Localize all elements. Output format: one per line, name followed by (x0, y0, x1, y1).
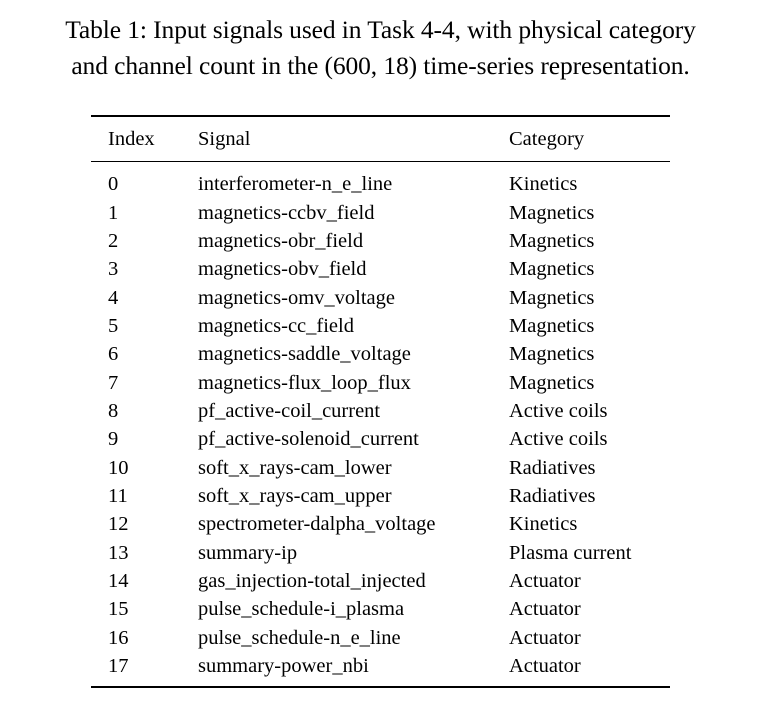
signals-table-body (91, 170, 670, 680)
cell-index: 9 (108, 428, 119, 451)
cell-index: 8 (108, 400, 119, 423)
cell-signal: pf_active-solenoid_current (198, 428, 419, 451)
cell-signal: summary-power_nbi (198, 655, 369, 678)
cell-index: 17 (108, 655, 129, 678)
cell-category: Magnetics (509, 229, 595, 252)
cell-index: 6 (108, 343, 119, 366)
cell-index: 5 (108, 315, 119, 338)
table-row (91, 312, 670, 340)
table-row (91, 397, 670, 425)
cell-category: Actuator (509, 655, 581, 678)
table-row (91, 482, 670, 510)
table-row (91, 199, 670, 227)
table-caption (0, 12, 761, 84)
cell-category: Radiatives (509, 485, 596, 508)
cell-signal: spectrometer-dalpha_voltage (198, 513, 436, 536)
table-row (91, 454, 670, 482)
table-row (91, 510, 670, 538)
header-index: Index (108, 127, 155, 150)
cell-index: 2 (108, 229, 119, 252)
cell-signal: magnetics-saddle_voltage (198, 343, 411, 366)
table-body (91, 170, 670, 680)
cell-category: Magnetics (509, 371, 595, 394)
cell-index: 13 (108, 541, 129, 564)
cell-category: Radiatives (509, 456, 596, 479)
cell-category: Actuator (509, 598, 581, 621)
table-row (91, 539, 670, 567)
table-row (91, 595, 670, 623)
cell-index: 7 (108, 371, 119, 394)
signals-table-container (91, 115, 670, 688)
cell-signal: magnetics-obv_field (198, 258, 367, 281)
header-category: Category (509, 127, 585, 150)
table-row (91, 652, 670, 680)
table-row (91, 624, 670, 652)
table-row (91, 227, 670, 255)
table-row (91, 567, 670, 595)
cell-category: Magnetics (509, 343, 595, 366)
cell-index: 0 (108, 173, 119, 196)
cell-signal: gas_injection-total_injected (198, 570, 426, 593)
signals-table (91, 117, 670, 161)
table-row (91, 425, 670, 453)
cell-index: 1 (108, 201, 119, 224)
cell-signal: magnetics-obr_field (198, 229, 364, 252)
cell-index: 11 (108, 485, 128, 508)
cell-category: Kinetics (509, 513, 578, 536)
cell-category: Magnetics (509, 258, 595, 281)
cell-category: Active coils (509, 428, 608, 451)
cell-category: Plasma current (509, 541, 632, 564)
cell-signal: summary-ip (198, 541, 298, 564)
cell-category: Kinetics (509, 173, 578, 196)
cell-index: 15 (108, 598, 129, 621)
cell-signal: interferometer-n_e_line (198, 173, 393, 196)
cell-index: 3 (108, 258, 119, 281)
header-row (91, 117, 670, 161)
cell-index: 12 (108, 513, 129, 536)
cell-category: Active coils (509, 400, 608, 423)
header-signal: Signal (198, 127, 251, 150)
cell-index: 16 (108, 626, 129, 649)
cell-signal: pf_active-coil_current (198, 400, 381, 423)
bottom-rule (91, 686, 670, 688)
table-row (91, 369, 670, 397)
cell-category: Actuator (509, 570, 581, 593)
cell-index: 4 (108, 286, 119, 309)
cell-signal: magnetics-omv_voltage (198, 286, 395, 309)
cell-index: 14 (108, 570, 129, 593)
cell-category: Magnetics (509, 286, 595, 309)
table-row (91, 284, 670, 312)
cell-category: Magnetics (509, 201, 595, 224)
table-row (91, 255, 670, 283)
cell-signal: magnetics-cc_field (198, 315, 354, 338)
cell-category: Actuator (509, 626, 581, 649)
cell-signal: magnetics-ccbv_field (198, 201, 375, 224)
caption-line-2: and channel count in the (600, 18) time-series representation. (71, 51, 690, 80)
cell-index: 10 (108, 456, 129, 479)
cell-signal: soft_x_rays-cam_upper (198, 485, 392, 508)
cell-signal: pulse_schedule-i_plasma (198, 598, 405, 621)
cell-signal: magnetics-flux_loop_flux (198, 371, 411, 394)
cell-signal: pulse_schedule-n_e_line (198, 626, 401, 649)
table-row (91, 340, 670, 368)
cell-category: Magnetics (509, 315, 595, 338)
cell-signal: soft_x_rays-cam_lower (198, 456, 392, 479)
table-row (91, 170, 670, 198)
table-header (91, 117, 670, 161)
caption-line-1: Table 1: Input signals used in Task 4-4, with physical category (65, 15, 696, 44)
